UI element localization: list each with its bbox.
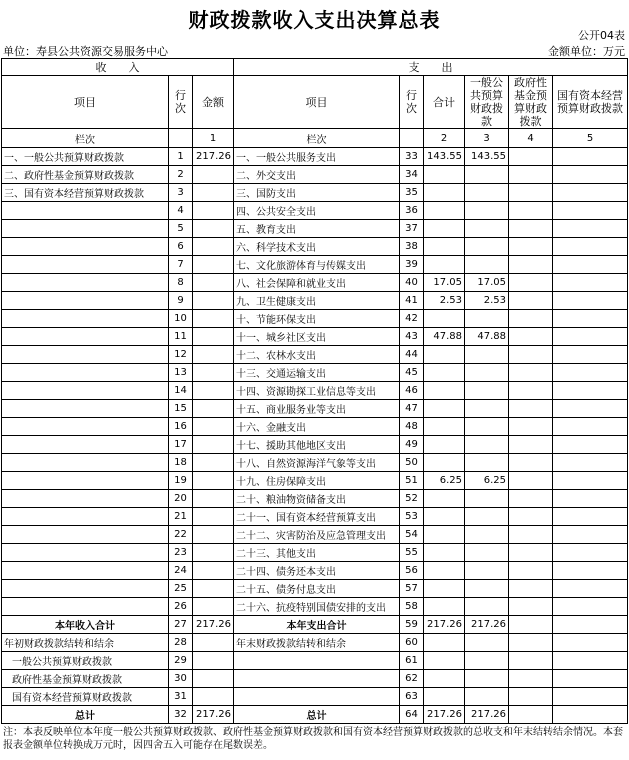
cell-ex-item: 六、科学技术支出 (234, 238, 400, 256)
cell-state (553, 346, 628, 364)
cell-ex-item: 七、文化旅游体育与传媒支出 (234, 256, 400, 274)
cell-fund (509, 418, 553, 436)
cell-in-amt (193, 598, 234, 616)
cell-ex-no: 33 (400, 148, 424, 166)
cell-ex-no: 43 (400, 328, 424, 346)
cell-in-amt (193, 472, 234, 490)
col-label: 栏次 (234, 129, 400, 148)
cell-ex-item: 二十一、国有资本经营预算支出 (234, 508, 400, 526)
table-row (2, 310, 628, 328)
cell-in-no: 6 (169, 238, 193, 256)
cell-total: 17.05 (424, 274, 465, 292)
cell-general (465, 544, 509, 562)
cell-state (553, 274, 628, 292)
cell-total (424, 166, 465, 184)
cell-general: 6.25 (465, 472, 509, 490)
cell-in-amt (193, 382, 234, 400)
cell-in-item (2, 310, 169, 328)
cell-ex-item: 四、公共安全支出 (234, 202, 400, 220)
begin-balance-label: 年初财政拨款结转和结余 (2, 634, 169, 652)
cell-in-no: 25 (169, 580, 193, 598)
cell-ex-no: 58 (400, 598, 424, 616)
cell-total (424, 382, 465, 400)
cell-total: 2.53 (424, 292, 465, 310)
cell-ex-no: 56 (400, 562, 424, 580)
cell-fund (509, 166, 553, 184)
cell-in-item: 一、一般公共预算财政拨款 (2, 148, 169, 166)
end-balance-label: 年末财政拨款结转和结余 (234, 634, 400, 652)
cell-state (553, 148, 628, 166)
cell-state (553, 382, 628, 400)
cell-total (424, 454, 465, 472)
table-row (2, 202, 628, 220)
cell-fund (509, 580, 553, 598)
cell-ex-no: 38 (400, 238, 424, 256)
cell-in-amt (193, 526, 234, 544)
fund-header: 政府性基金预算财政拨款 (509, 76, 553, 129)
cell-in-amt (193, 310, 234, 328)
cell-fund (509, 400, 553, 418)
table-row (2, 544, 628, 562)
table-row (2, 454, 628, 472)
cell-in-item (2, 526, 169, 544)
cell-general (465, 310, 509, 328)
cell-ex-item: 二十六、抗疫特别国债安排的支出 (234, 598, 400, 616)
cell-in-item: 三、国有资本经营预算财政拨款 (2, 184, 169, 202)
cell-in-amt (193, 562, 234, 580)
cell-ex-no: 44 (400, 346, 424, 364)
cell-in-no: 9 (169, 292, 193, 310)
cell-general: 47.88 (465, 328, 509, 346)
cell-ex-no: 34 (400, 166, 424, 184)
cell-in-no: 5 (169, 220, 193, 238)
cell-ex-item: 十九、住房保障支出 (234, 472, 400, 490)
cell-in-amt (193, 454, 234, 472)
cell-in-no: 2 (169, 166, 193, 184)
cell-in-item (2, 346, 169, 364)
cell-state (553, 526, 628, 544)
cell-in-item (2, 544, 169, 562)
cell-fund (509, 508, 553, 526)
table-row (2, 526, 628, 544)
cell-state (553, 220, 628, 238)
cell-total: 47.88 (424, 328, 465, 346)
form-number: 公开04表 (578, 29, 625, 42)
unit-name: 单位：寿县公共资源交易服务中心 (3, 45, 168, 58)
income-total-label: 本年收入合计 (2, 616, 169, 634)
cell-fund (509, 364, 553, 382)
table-row (2, 508, 628, 526)
cell-fund (509, 382, 553, 400)
cell-in-amt (193, 364, 234, 382)
cell-total (424, 436, 465, 454)
cell-general (465, 400, 509, 418)
cell-ex-item: 五、教育支出 (234, 220, 400, 238)
cell-total (424, 220, 465, 238)
cell-ex-item: 十六、金融支出 (234, 418, 400, 436)
cell-total (424, 526, 465, 544)
income-item-header: 项目 (2, 76, 169, 129)
cell-in-amt (193, 400, 234, 418)
cell-general (465, 454, 509, 472)
cell-ex-item: 二、外交支出 (234, 166, 400, 184)
cell-general (465, 256, 509, 274)
cell-in-amt (193, 220, 234, 238)
cell-fund (509, 490, 553, 508)
income-amount-header: 金额 (193, 76, 234, 129)
cell-state (553, 436, 628, 454)
cell-in-no: 22 (169, 526, 193, 544)
cell-state (553, 490, 628, 508)
col-1: 1 (193, 129, 234, 148)
cell-total (424, 490, 465, 508)
cell-fund (509, 544, 553, 562)
cell-general: 2.53 (465, 292, 509, 310)
cell-total (424, 364, 465, 382)
cell-fund (509, 598, 553, 616)
cell-in-no: 7 (169, 256, 193, 274)
table-row (2, 364, 628, 382)
cell-general: 17.05 (465, 274, 509, 292)
table-row (2, 472, 628, 490)
col-5: 5 (553, 129, 628, 148)
report-title: 财政拨款收入支出决算总表 (188, 8, 441, 32)
cell-general (465, 436, 509, 454)
cell-ex-item: 十、节能环保支出 (234, 310, 400, 328)
cell-in-amt (193, 490, 234, 508)
begin-state-label: 国有资本经营预算财政拨款 (2, 688, 169, 706)
cell-ex-no: 53 (400, 508, 424, 526)
cell-general (465, 382, 509, 400)
cell-state (553, 472, 628, 490)
cell-state (553, 256, 628, 274)
income-header: 收 入 (2, 59, 234, 76)
cell-in-no: 16 (169, 418, 193, 436)
cell-in-no: 3 (169, 184, 193, 202)
table-row (2, 292, 628, 310)
cell-general (465, 490, 509, 508)
cell-in-no: 11 (169, 328, 193, 346)
cell-state (553, 328, 628, 346)
state-header: 国有资本经营预算财政拨款 (553, 76, 628, 129)
table-row (2, 418, 628, 436)
cell-total (424, 310, 465, 328)
cell-in-amt (193, 580, 234, 598)
cell-ex-item: 一、一般公共服务支出 (234, 148, 400, 166)
cell-in-item (2, 400, 169, 418)
grand-total-expense-label: 总计 (234, 706, 400, 724)
expense-total-label: 本年支出合计 (234, 616, 400, 634)
cell-general (465, 418, 509, 436)
cell-state (553, 202, 628, 220)
cell-in-item: 二、政府性基金预算财政拨款 (2, 166, 169, 184)
cell-total (424, 400, 465, 418)
cell-fund (509, 220, 553, 238)
cell-total (424, 238, 465, 256)
cell-state (553, 364, 628, 382)
cell-ex-no: 49 (400, 436, 424, 454)
total-header: 合计 (424, 76, 465, 129)
cell-in-no: 12 (169, 346, 193, 364)
table-row (2, 166, 628, 184)
cell-in-no: 21 (169, 508, 193, 526)
cell-ex-item: 九、卫生健康支出 (234, 292, 400, 310)
cell-ex-no: 48 (400, 418, 424, 436)
table-row (2, 274, 628, 292)
cell-in-no: 13 (169, 364, 193, 382)
cell-in-amt (193, 544, 234, 562)
cell-in-no: 10 (169, 310, 193, 328)
cell-in-item (2, 202, 169, 220)
cell-total (424, 184, 465, 202)
cell-total (424, 580, 465, 598)
cell-ex-no: 39 (400, 256, 424, 274)
cell-in-item (2, 220, 169, 238)
cell-state (553, 310, 628, 328)
cell-general (465, 580, 509, 598)
cell-state (553, 418, 628, 436)
cell-in-item (2, 292, 169, 310)
cell-in-no: 20 (169, 490, 193, 508)
cell-fund (509, 256, 553, 274)
summary-table: 收 入 支 出 项目 行次 金额 项目 行次 合计 一般公共预算财政拨款 政府性基金预算财政拨款 国有资本经营预算财政拨款 栏次 1 栏次 2 3 4 5 一、一般公共预算财政拨款 1 217.26 一、一般公共服务支出 33 143.55 143.55 二、政府性基金预算财政拨款 2 二、外交支出 34 三、国有资本经营预算财政拨款 3 三、国防支出 35 4 四、公共安全支出 36 5 五、教育支出 37 6 六、科学技术支出 38 7 七、文化旅游体育与传媒支出 39 8 八、社会保障和就业支出 40 17.05 17.05 9 九、卫生健康支出 41 2.53 2.53 10 十、节能环保支出 42 11 十一、城乡社区支出 43 47.88 47.88 12 十二、农林水支出 44 13 十三、交通运输支出 45 14 十四、资源勘探工业信息等支出 46 15 十五、商业服务业等支出 47 16 十六、金融支出 48 17 十七、援助其他地区支出 49 18 十八、自然资源海洋气象等支出 50 19 十九、住房保障支出 51 6.25 6.25 20 二十、粮油物资储备支出 52 21 二十一、国有资本经营预算支出 53 22 二十二、灾害防治及应急管理支出 54 23 二十三、其他支出 55 24 二十四、债务还本支出 56 25 二十五、债务付息支出 57 26 二十六、抗疫特别国债安排的支出 58 本年收入合计 27 217.26 本年支出合计 59 217.26 217.26 年初财政拨款结转和结余 28 年末财政拨款结转和结余 60 一般公共预算财政拨款 29 61 政府性基金预算财政拨款 30 62 国有资本经营预算财政拨款 31 63 总计 32 217.26 总计 64 217.26 217.26 (1, 58, 628, 724)
general-header: 一般公共预算财政拨款 (465, 76, 509, 129)
table-row (2, 562, 628, 580)
grand-total-income: 217.26 (193, 706, 234, 724)
cell-fund (509, 148, 553, 166)
cell-total (424, 598, 465, 616)
col-2: 2 (424, 129, 465, 148)
grand-total-expense: 217.26 (424, 706, 465, 724)
cell-ex-no: 37 (400, 220, 424, 238)
table-row (2, 400, 628, 418)
cell-in-no: 26 (169, 598, 193, 616)
table-row (2, 328, 628, 346)
cell-fund (509, 310, 553, 328)
cell-fund (509, 436, 553, 454)
cell-ex-item: 三、国防支出 (234, 184, 400, 202)
cell-in-item (2, 598, 169, 616)
cell-in-amt (193, 274, 234, 292)
cell-fund (509, 328, 553, 346)
cell-general (465, 202, 509, 220)
cell-ex-item: 二十四、债务还本支出 (234, 562, 400, 580)
cell-ex-item: 八、社会保障和就业支出 (234, 274, 400, 292)
cell-in-amt (193, 184, 234, 202)
cell-general (465, 364, 509, 382)
amount-unit: 金额单位：万元 (548, 45, 625, 58)
cell-state (553, 580, 628, 598)
cell-in-no: 1 (169, 148, 193, 166)
cell-ex-no: 45 (400, 364, 424, 382)
cell-ex-no: 54 (400, 526, 424, 544)
cell-state (553, 238, 628, 256)
expense-item-header: 项目 (234, 76, 400, 129)
table-row (2, 346, 628, 364)
cell-ex-item: 二十二、灾害防治及应急管理支出 (234, 526, 400, 544)
cell-ex-item: 十四、资源勘探工业信息等支出 (234, 382, 400, 400)
table-row (2, 598, 628, 616)
cell-in-item (2, 364, 169, 382)
cell-general (465, 346, 509, 364)
expense-header: 支 出 (234, 59, 628, 76)
cell-in-amt (193, 418, 234, 436)
cell-fund (509, 238, 553, 256)
col-3: 3 (465, 129, 509, 148)
cell-ex-no: 51 (400, 472, 424, 490)
cell-ex-no: 35 (400, 184, 424, 202)
cell-fund (509, 526, 553, 544)
table-row (2, 490, 628, 508)
table-row (2, 580, 628, 598)
cell-general (465, 220, 509, 238)
cell-ex-no: 55 (400, 544, 424, 562)
col-label: 栏次 (2, 129, 169, 148)
cell-ex-item: 十五、商业服务业等支出 (234, 400, 400, 418)
cell-general (465, 598, 509, 616)
cell-fund (509, 454, 553, 472)
footnote: 注：本表反映单位本年度一般公共预算财政拨款、政府性基金预算财政拨款和国有资本经营预算财政拨款的总收支和年末结转结余情况。本套报表金额单位转换成万元时，因四舍五入可能存在尾数误差。 (3, 727, 623, 751)
cell-ex-no: 50 (400, 454, 424, 472)
cell-in-item (2, 454, 169, 472)
cell-ex-item: 十一、城乡社区支出 (234, 328, 400, 346)
cell-total: 6.25 (424, 472, 465, 490)
cell-state (553, 184, 628, 202)
income-total-amount: 217.26 (193, 616, 234, 634)
cell-ex-item: 十三、交通运输支出 (234, 364, 400, 382)
cell-in-item (2, 436, 169, 454)
cell-in-item (2, 418, 169, 436)
cell-state (553, 454, 628, 472)
table-row (2, 238, 628, 256)
cell-in-item (2, 238, 169, 256)
cell-in-amt (193, 256, 234, 274)
cell-general (465, 184, 509, 202)
table-row (2, 382, 628, 400)
cell-general (465, 562, 509, 580)
cell-in-item (2, 472, 169, 490)
col-4: 4 (509, 129, 553, 148)
cell-in-no: 23 (169, 544, 193, 562)
cell-in-no: 18 (169, 454, 193, 472)
cell-ex-item: 十八、自然资源海洋气象等支出 (234, 454, 400, 472)
cell-general: 143.55 (465, 148, 509, 166)
cell-in-amt (193, 202, 234, 220)
cell-fund (509, 184, 553, 202)
cell-in-item (2, 328, 169, 346)
cell-in-amt (193, 238, 234, 256)
cell-ex-no: 36 (400, 202, 424, 220)
expense-total: 217.26 (424, 616, 465, 634)
cell-in-item (2, 490, 169, 508)
cell-in-item (2, 382, 169, 400)
cell-ex-no: 40 (400, 274, 424, 292)
cell-ex-item: 十七、援助其他地区支出 (234, 436, 400, 454)
cell-in-no: 19 (169, 472, 193, 490)
table-row (2, 148, 628, 166)
cell-total (424, 202, 465, 220)
begin-general-label: 一般公共预算财政拨款 (2, 652, 169, 670)
cell-state (553, 166, 628, 184)
cell-state (553, 508, 628, 526)
cell-ex-no: 46 (400, 382, 424, 400)
cell-state (553, 292, 628, 310)
expense-total-general: 217.26 (465, 616, 509, 634)
cell-in-item (2, 562, 169, 580)
cell-in-amt: 217.26 (193, 148, 234, 166)
cell-ex-item: 二十、粮油物资储备支出 (234, 490, 400, 508)
cell-total: 143.55 (424, 148, 465, 166)
cell-in-amt (193, 346, 234, 364)
cell-total (424, 508, 465, 526)
cell-in-no: 8 (169, 274, 193, 292)
cell-in-amt (193, 166, 234, 184)
cell-ex-no: 52 (400, 490, 424, 508)
cell-in-item (2, 580, 169, 598)
cell-ex-item: 二十五、债务付息支出 (234, 580, 400, 598)
cell-ex-no: 42 (400, 310, 424, 328)
cell-ex-no: 47 (400, 400, 424, 418)
table-row (2, 220, 628, 238)
cell-state (553, 400, 628, 418)
cell-general (465, 508, 509, 526)
cell-total (424, 544, 465, 562)
cell-state (553, 544, 628, 562)
cell-ex-no: 41 (400, 292, 424, 310)
cell-in-no: 15 (169, 400, 193, 418)
cell-state (553, 598, 628, 616)
cell-fund (509, 274, 553, 292)
cell-ex-item: 十二、农林水支出 (234, 346, 400, 364)
income-rowno-header: 行次 (169, 76, 193, 129)
cell-fund (509, 346, 553, 364)
cell-ex-item: 二十三、其他支出 (234, 544, 400, 562)
cell-in-amt (193, 436, 234, 454)
cell-general (465, 166, 509, 184)
grand-total-income-label: 总计 (2, 706, 169, 724)
cell-in-no: 4 (169, 202, 193, 220)
begin-fund-label: 政府性基金预算财政拨款 (2, 670, 169, 688)
cell-in-amt (193, 328, 234, 346)
cell-total (424, 346, 465, 364)
grand-total-general: 217.26 (465, 706, 509, 724)
cell-in-no: 24 (169, 562, 193, 580)
cell-in-amt (193, 508, 234, 526)
cell-in-no: 17 (169, 436, 193, 454)
cell-state (553, 562, 628, 580)
table-row (2, 256, 628, 274)
cell-in-item (2, 274, 169, 292)
cell-fund (509, 292, 553, 310)
cell-fund (509, 562, 553, 580)
cell-general (465, 526, 509, 544)
cell-ex-no: 57 (400, 580, 424, 598)
cell-total (424, 418, 465, 436)
cell-in-item (2, 256, 169, 274)
cell-total (424, 256, 465, 274)
expense-rowno-header: 行次 (400, 76, 424, 129)
table-row (2, 184, 628, 202)
table-row (2, 436, 628, 454)
cell-fund (509, 202, 553, 220)
cell-in-no: 14 (169, 382, 193, 400)
cell-in-item (2, 508, 169, 526)
cell-general (465, 238, 509, 256)
cell-in-amt (193, 292, 234, 310)
cell-fund (509, 472, 553, 490)
cell-total (424, 562, 465, 580)
